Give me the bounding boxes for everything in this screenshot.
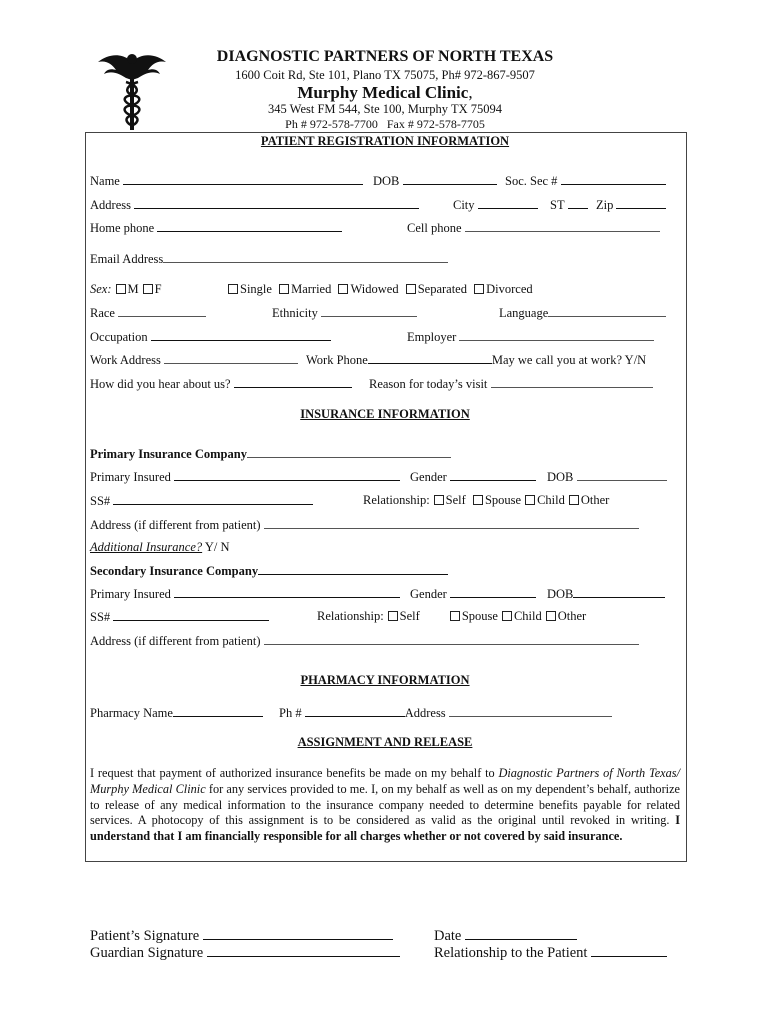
secondary-child-checkbox[interactable] bbox=[502, 611, 512, 621]
work-address-line[interactable] bbox=[164, 352, 298, 364]
address-line[interactable] bbox=[134, 197, 419, 209]
call-at-work-label: May we call you at work? Y/N bbox=[491, 353, 647, 367]
employer-line[interactable] bbox=[459, 329, 654, 341]
employer-field[interactable] bbox=[407, 329, 654, 345]
secondary-ss-label: SS# bbox=[90, 610, 111, 624]
secondary-self-label: Self bbox=[399, 609, 420, 623]
married-checkbox[interactable] bbox=[279, 284, 289, 294]
employer-label: Employer bbox=[407, 330, 457, 344]
name-line[interactable] bbox=[123, 173, 363, 185]
relationship-label: Relationship to the Patient bbox=[434, 945, 588, 961]
relationship-field[interactable] bbox=[434, 943, 667, 962]
divorced-checkbox[interactable] bbox=[474, 284, 484, 294]
email-line[interactable] bbox=[163, 251, 448, 263]
city-label: City bbox=[453, 198, 475, 212]
section-title-insurance: INSURANCE INFORMATION bbox=[300, 407, 470, 421]
separated-label: Separated bbox=[417, 282, 467, 296]
clinic-comma: , bbox=[468, 83, 473, 102]
org-name: DIAGNOSTIC PARTNERS OF NORTH TEXAS bbox=[216, 48, 554, 65]
primary-company-label: Primary Insurance Company bbox=[90, 447, 247, 461]
guardian-signature-line[interactable] bbox=[207, 943, 400, 957]
secondary-address-field[interactable] bbox=[90, 633, 639, 649]
visit-reason-label: Reason for today’s visit bbox=[369, 377, 488, 391]
city-field[interactable] bbox=[453, 197, 538, 213]
assignment-text-1: I request that payment of authorized insurance benefits be made on my behalf to bbox=[90, 766, 499, 780]
secondary-insured-line[interactable] bbox=[174, 586, 400, 598]
secondary-ss-line[interactable] bbox=[113, 609, 269, 621]
pharmacy-phone-field[interactable] bbox=[279, 705, 612, 721]
primary-relationship-label: Relationship: bbox=[363, 493, 430, 507]
assignment-clinic-name: Diagnostic Partners of North Texas/ Murphy Medical Clinic bbox=[90, 766, 680, 796]
hear-about-field[interactable] bbox=[90, 376, 352, 392]
language-label: Language bbox=[499, 306, 549, 320]
name-label: Name bbox=[90, 174, 120, 188]
primary-gender-line[interactable] bbox=[450, 469, 536, 481]
single-checkbox[interactable] bbox=[228, 284, 238, 294]
date-line[interactable] bbox=[465, 926, 577, 940]
widowed-label: Widowed bbox=[350, 282, 399, 296]
work-address-label: Work Address bbox=[90, 353, 161, 367]
pharmacy-phone-line[interactable] bbox=[305, 705, 405, 717]
patient-signature-label: Patient’s Signature bbox=[90, 928, 200, 944]
race-line[interactable] bbox=[118, 305, 206, 317]
address-label: Address bbox=[90, 198, 131, 212]
primary-dob-label: DOB bbox=[547, 470, 574, 484]
sex-male-checkbox[interactable] bbox=[116, 284, 126, 294]
secondary-dob-line[interactable] bbox=[573, 586, 665, 598]
primary-insured-field[interactable] bbox=[90, 469, 400, 485]
race-label: Race bbox=[90, 306, 115, 320]
primary-child-checkbox[interactable] bbox=[525, 495, 535, 505]
primary-gender-label: Gender bbox=[410, 470, 447, 484]
assignment-responsibility: I understand that I am financially responsible for all charges whether or not covered by said insurance. bbox=[90, 813, 680, 844]
zip-field[interactable] bbox=[596, 197, 666, 213]
st-line[interactable] bbox=[568, 197, 588, 209]
pharmacy-name-line[interactable] bbox=[173, 705, 263, 717]
org-address: 1600 Coit Rd, Ste 101, Plano TX 75075, Ph# 972-867-9507 bbox=[235, 68, 535, 82]
primary-address-label: Address (if different from patient) bbox=[90, 518, 261, 532]
ethnicity-label: Ethnicity bbox=[272, 306, 318, 320]
dob-line[interactable] bbox=[403, 173, 497, 185]
primary-insured-line[interactable] bbox=[174, 469, 400, 481]
separated-checkbox[interactable] bbox=[406, 284, 416, 294]
primary-relationship bbox=[363, 493, 609, 508]
ssn-line[interactable] bbox=[561, 173, 666, 185]
primary-spouse-checkbox[interactable] bbox=[473, 495, 483, 505]
sex-field bbox=[90, 282, 162, 297]
relationship-line[interactable] bbox=[591, 943, 667, 957]
pharmacy-phone-label: Ph # bbox=[279, 706, 302, 720]
home-phone-field[interactable] bbox=[90, 220, 342, 236]
dob-label: DOB bbox=[373, 174, 400, 188]
sex-female-checkbox[interactable] bbox=[143, 284, 153, 294]
address-field[interactable] bbox=[90, 197, 419, 213]
sex-male-label: M bbox=[127, 282, 139, 296]
race-field[interactable] bbox=[90, 305, 206, 321]
secondary-company-label: Secondary Insurance Company bbox=[90, 564, 259, 578]
secondary-other-label: Other bbox=[557, 609, 587, 623]
work-phone-field[interactable] bbox=[306, 352, 646, 368]
email-field[interactable] bbox=[90, 251, 448, 267]
secondary-spouse-checkbox[interactable] bbox=[450, 611, 460, 621]
assignment-text-2: for any services provided to me. I, on my behalf as well as on my dependent’s behalf, authorize to release of any medical information to the insurance company needed to determine benefits payable for related services. A photocopy of this assignment is to be considered as valid as the original until revoked in writing. bbox=[90, 781, 680, 828]
secondary-relationship bbox=[317, 609, 586, 624]
section-title-assignment: ASSIGNMENT AND RELEASE bbox=[297, 735, 473, 749]
ssn-field[interactable] bbox=[505, 173, 666, 189]
secondary-gender-field[interactable] bbox=[410, 586, 536, 602]
visit-reason-line[interactable] bbox=[491, 376, 653, 388]
home-phone-line[interactable] bbox=[157, 220, 342, 232]
additional-insurance-label: Additional Insurance? bbox=[90, 540, 203, 554]
primary-address-line[interactable] bbox=[264, 517, 639, 529]
ethnicity-line[interactable] bbox=[321, 305, 417, 317]
secondary-dob-label: DOB bbox=[547, 587, 574, 601]
married-label: Married bbox=[291, 282, 332, 296]
st-field[interactable] bbox=[550, 197, 588, 213]
pharmacy-address-line[interactable] bbox=[449, 705, 612, 717]
primary-other-checkbox[interactable] bbox=[569, 495, 579, 505]
secondary-address-label: Address (if different from patient) bbox=[90, 634, 261, 648]
primary-spouse-label: Spouse bbox=[484, 493, 522, 507]
zip-line[interactable] bbox=[616, 197, 666, 209]
primary-insured-label: Primary Insured bbox=[90, 470, 171, 484]
home-phone-label: Home phone bbox=[90, 221, 155, 235]
primary-ss-field[interactable] bbox=[90, 493, 313, 509]
secondary-self-checkbox[interactable] bbox=[388, 611, 398, 621]
occupation-label: Occupation bbox=[90, 330, 148, 344]
hear-about-label: How did you hear about us? bbox=[90, 377, 231, 391]
secondary-dob-field[interactable] bbox=[547, 586, 665, 602]
secondary-company-line[interactable] bbox=[258, 563, 448, 575]
visit-reason-field[interactable] bbox=[369, 376, 653, 392]
email-label: Email Address bbox=[90, 252, 164, 266]
primary-company-line[interactable] bbox=[247, 446, 451, 458]
single-label: Single bbox=[240, 282, 272, 296]
pharmacy-name-label: Pharmacy Name bbox=[90, 706, 173, 720]
additional-insurance-yn: Y/ N bbox=[204, 540, 230, 554]
pharmacy-address-label: Address bbox=[404, 706, 446, 720]
section-title-pharmacy: PHARMACY INFORMATION bbox=[300, 673, 470, 687]
primary-company-field[interactable] bbox=[90, 446, 451, 462]
cell-phone-field[interactable] bbox=[407, 220, 660, 236]
zip-label: Zip bbox=[596, 198, 614, 212]
primary-self-checkbox[interactable] bbox=[434, 495, 444, 505]
additional-insurance[interactable] bbox=[90, 540, 229, 555]
primary-dob-field[interactable] bbox=[547, 469, 667, 485]
date-label: Date bbox=[434, 928, 462, 944]
secondary-other-checkbox[interactable] bbox=[546, 611, 556, 621]
work-address-field[interactable] bbox=[90, 352, 298, 368]
pharmacy-name-field[interactable] bbox=[90, 705, 263, 721]
primary-self-label: Self bbox=[445, 493, 466, 507]
ssn-label: Soc. Sec # bbox=[505, 174, 558, 188]
work-phone-label: Work Phone bbox=[306, 353, 368, 367]
cell-phone-label: Cell phone bbox=[407, 221, 462, 235]
clinic-name bbox=[0, 83, 770, 103]
occupation-line[interactable] bbox=[151, 329, 331, 341]
divorced-label: Divorced bbox=[486, 282, 533, 296]
secondary-insured-label: Primary Insured bbox=[90, 587, 171, 601]
st-label: ST bbox=[550, 198, 565, 212]
guardian-signature-field[interactable] bbox=[90, 943, 400, 962]
language-field[interactable] bbox=[499, 305, 666, 321]
clinic-name-text: Murphy Medical Clinic bbox=[297, 83, 469, 102]
secondary-gender-label: Gender bbox=[410, 587, 447, 601]
language-line[interactable] bbox=[548, 305, 666, 317]
assignment-paragraph bbox=[90, 766, 680, 845]
hear-about-line[interactable] bbox=[234, 376, 352, 388]
dob-field[interactable] bbox=[373, 173, 497, 189]
secondary-address-line[interactable] bbox=[264, 633, 639, 645]
section-title-patient: PATIENT REGISTRATION INFORMATION bbox=[260, 134, 510, 148]
name-field[interactable] bbox=[90, 173, 363, 189]
secondary-gender-line[interactable] bbox=[450, 586, 536, 598]
cell-phone-line[interactable] bbox=[465, 220, 660, 232]
guardian-signature-label: Guardian Signature bbox=[90, 945, 204, 961]
secondary-ss-field[interactable] bbox=[90, 609, 269, 625]
widowed-checkbox[interactable] bbox=[338, 284, 348, 294]
primary-ss-label: SS# bbox=[90, 494, 111, 508]
clinic-phone: Ph # 972-578-7700 Fax # 972-578-7705 bbox=[285, 117, 485, 131]
primary-address-field[interactable] bbox=[90, 517, 639, 533]
secondary-company-field[interactable] bbox=[90, 563, 448, 579]
city-line[interactable] bbox=[478, 197, 538, 209]
sex-female-label: F bbox=[154, 282, 162, 296]
work-phone-line[interactable] bbox=[368, 352, 492, 364]
primary-child-label: Child bbox=[537, 493, 565, 507]
secondary-spouse-label: Spouse bbox=[461, 609, 498, 623]
ethnicity-field[interactable] bbox=[272, 305, 417, 321]
occupation-field[interactable] bbox=[90, 329, 331, 345]
patient-signature-line[interactable] bbox=[203, 926, 393, 940]
primary-other-label: Other bbox=[580, 493, 610, 507]
secondary-child-label: Child bbox=[513, 609, 542, 623]
clinic-address: 345 West FM 544, Ste 100, Murphy TX 75094 bbox=[268, 102, 502, 116]
primary-ss-line[interactable] bbox=[113, 493, 313, 505]
primary-gender-field[interactable] bbox=[410, 469, 536, 485]
primary-dob-line[interactable] bbox=[577, 469, 667, 481]
secondary-insured-field[interactable] bbox=[90, 586, 400, 602]
sex-label: Sex: bbox=[90, 282, 112, 296]
marital-status bbox=[224, 282, 533, 297]
secondary-relationship-label: Relationship: bbox=[317, 609, 384, 623]
